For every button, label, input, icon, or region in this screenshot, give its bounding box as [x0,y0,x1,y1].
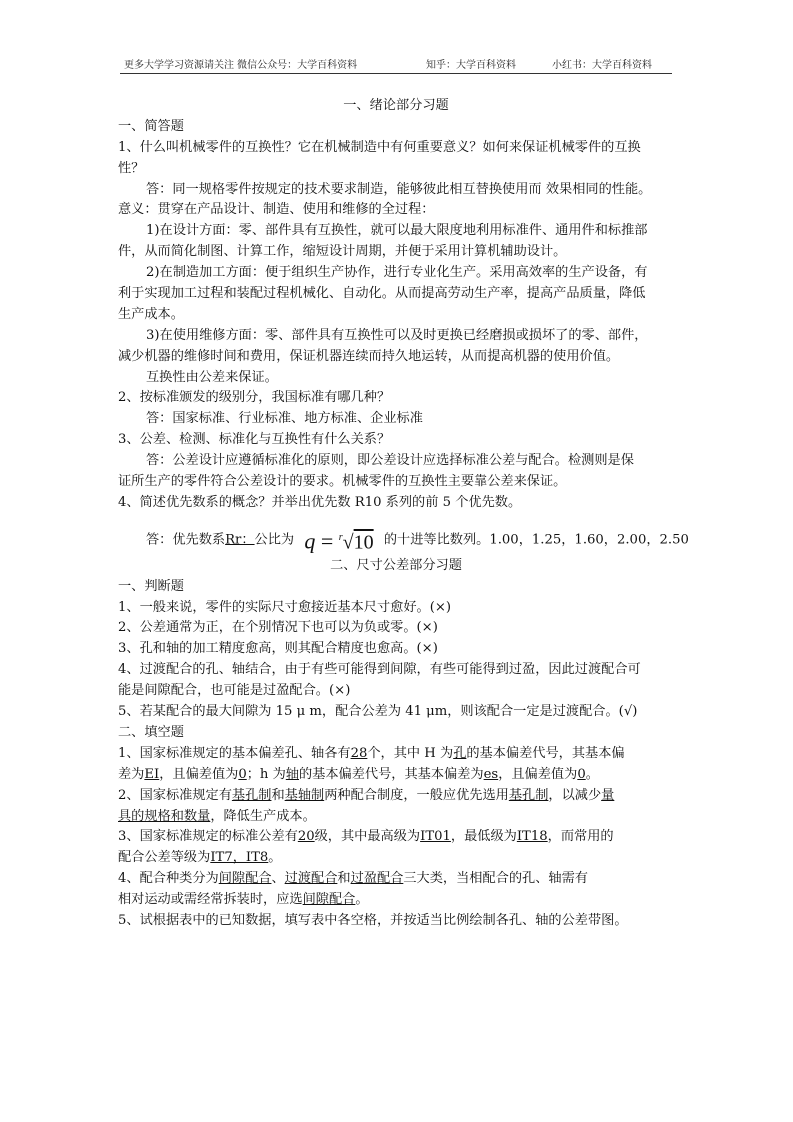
formula-equals: = [315,528,339,554]
fill-text: 配合公差等级为 [118,850,211,866]
fill-answer: 量 [601,787,615,803]
answer-4-prefix: 答：优先数系 [146,532,226,548]
fill-text: 的基本偏差代号，其基本偏差为 [298,766,484,782]
fill-answer: 轴 [285,766,299,782]
fill-answer: 0 [238,766,247,782]
question-4: 4、简述优先数系的概念？并举出优先数 R10 系列的前 5 个优先数。 [118,494,522,510]
fill-answer: 间隙配合 [302,892,356,908]
answer-3: 答：公差设计应遵循标准化的原则，即公差设计应选择标准公差与配合。检测则是保 [146,453,634,469]
fill-answer: 0 [577,766,586,782]
answer-4-rr: Rr： [225,532,255,548]
answer-1-line: 生产成本。 [118,306,184,322]
section1-subheading: 一、简答题 [118,118,184,134]
fill-answer: 间隙配合 [218,871,272,887]
judge-item: 1、一般来说，零件的实际尺寸愈接近基本尺寸愈好。(×) [118,599,452,615]
header-xiaohongshu: 小红书：大学百科资料 [552,60,652,71]
fill-text: 级，其中最高级为 [314,829,421,845]
fill-text: 、 [271,871,285,887]
section2-title: 二、尺寸公差部分习题 [330,557,462,573]
answer-1-line: 1)在设计方面：零、部件具有互换性，就可以最大限度地利用标准件、通用件和标推部 [146,223,648,239]
fill-answer: 基孔制 [231,787,272,803]
judge-item: 5、若某配合的最大间隙为 15 μ m，配合公差为 41 μm，则该配合一定是过渡配合。(√) [118,704,638,720]
fill-text: 3、国家标准规定的标准公差有 [118,829,298,845]
fill-item-4 [118,869,674,890]
fill-answer: EI [144,766,160,782]
formula-radicand: 10 [353,531,374,554]
fill-text: 。 [585,766,599,782]
answer-4-suffix: 的十进等比数列。1.00，1.25，1.60，2.00，2.50 [383,532,689,548]
fill-text: 差为 [118,766,145,782]
fill-answer: 基孔制 [508,787,549,803]
judge-item: 3、孔和轴的加工精度愈高，则其配合精度也愈高。(×) [118,641,438,657]
document-body [118,96,689,932]
fill-text: 。 [355,892,369,908]
fill-answer: IT7，IT8 [210,850,269,866]
fill-answer: 孔 [453,745,467,761]
answer-1-line: 互换性由公差来保证。 [146,369,278,385]
fill-text: 三大类，当相配合的孔、轴需有 [403,871,588,887]
fill-item-4-cont [118,890,674,911]
fill-answer: IT18 [516,829,548,845]
answer-1-line: 3)在使用维修方面：零、部件具有互换性可以及时更换已经磨损或损坏了的零、部件， [146,327,648,343]
question-1-cont: 性？ [118,160,145,176]
answer-1-line: 减少机器的维修时间和费用，保证机器连续而持久地运转，从而提高机器的使用价值。 [118,348,620,364]
formula-q: q [304,528,316,554]
fill-answer: 基轴制 [284,787,325,803]
page-header [120,55,672,74]
section1-title: 一、绪论部分习题 [343,98,449,113]
fill-text: 个，其中 H 为 [367,745,454,761]
answer-1-line: 意义：贯穿在产品设计、制造、使用和维修的全过程： [118,202,435,218]
fill-text: ，降低生产成本。 [210,808,316,824]
fill-answer: 20 [297,829,315,845]
radical-sign-icon: √ [342,531,354,554]
fill-item-1 [118,744,674,765]
fill-text: 的基本偏差代号，其基本偏 [466,745,625,761]
fill-item-5: 5、试根据表中的已知数据，填写表中各空格，并按适当比例绘制各孔、轴的公差带图。 [118,912,628,928]
fill-item-2 [118,786,674,807]
fill-text: 2、国家标准规定有 [118,787,232,803]
question-2: 2、按标准颁发的级别分，我国标准有哪几种？ [118,390,391,406]
fill-answer: 过盈配合 [350,871,404,887]
fill-answer: 28 [350,745,368,761]
fill-answer: es [483,766,499,782]
fill-item-3 [118,827,674,848]
answer-3-line: 证所生产的零件符合公差设计的要求。机械零件的互换性主要靠公差来保证。 [118,474,567,490]
answer-2: 答：国家标准、行业标准、地方标准、企业标准 [146,411,423,427]
formula-root-index: r [338,531,343,543]
answer-1: 答：同一规格零件按规定的技术要求制造，能够彼此相互替换使用而 效果相同的性能。 [146,181,652,197]
fill-item-2-cont [118,807,674,828]
fill-text: 和 [271,787,285,803]
question-3: 3、公差、检测、标准化与互换性有什么关系？ [118,432,391,448]
fill-item-3-cont [118,848,674,869]
fill-text: 相对运动或需经常拆装时，应选 [118,892,303,908]
fill-text: 1、国家标准规定的基本偏差孔、轴各有 [118,745,351,761]
fill-text: ，以减少 [548,787,602,803]
section2-subheading-judge: 一、判断题 [118,578,184,594]
section2-subheading-fill: 二、填空题 [118,724,184,740]
fill-answer: IT01 [420,829,451,845]
judge-item-cont: 能是间隙配合，也可能是过盈配合。(×) [118,683,351,699]
fill-text: 。 [268,850,282,866]
fill-text: 4、配合种类分为 [118,871,219,887]
fill-text: ，且偏差值为 [159,766,239,782]
answer-4-mid: 公比为 [254,532,295,548]
judge-item: 2、公差通常为正，在个别情况下也可以为负或零。(×) [118,620,438,636]
answer-1-line: 利于实现加工过程和装配过程机械化、自动化。从而提高劳动生产率，提高产品质量，降低 [118,286,646,302]
answer-1-line: 2)在制造加工方面：便于组织生产协作，进行专业化生产。采用高效率的生产设备，有 [146,265,648,281]
ratio-formula [304,520,373,560]
fill-answer: 具的规格和数量 [118,808,211,824]
fill-answer: 过渡配合 [284,871,338,887]
fill-text: ，且偏差值为 [498,766,578,782]
fill-text: 和 [337,871,351,887]
fill-text: ；h 为 [246,766,286,782]
fill-text: ，而常用的 [547,829,614,845]
header-zhihu: 知乎：大学百科资料 [426,60,516,71]
judge-item: 4、过渡配合的孔、轴结合，由于有些可能得到间隙，有些可能得到过盈，因此过渡配合可 [118,662,641,678]
answer-1-line: 件，从而简化制图、计算工作，缩短设计周期，并便于采用计算机辅助设计。 [118,244,567,260]
fill-text: 两种配合制度，一般应优先选用 [324,787,509,803]
question-1: 1、什么叫机械零件的互换性？它在机械制造中有何重要意义？如何来保证机械零件的互换 [118,139,641,155]
header-wechat: 更多大学学习资源请关注 微信公众号：大学百科资料 [124,60,358,71]
fill-item-1-cont [118,765,674,786]
answer-4 [118,520,689,556]
fill-text: ，最低级为 [450,829,517,845]
